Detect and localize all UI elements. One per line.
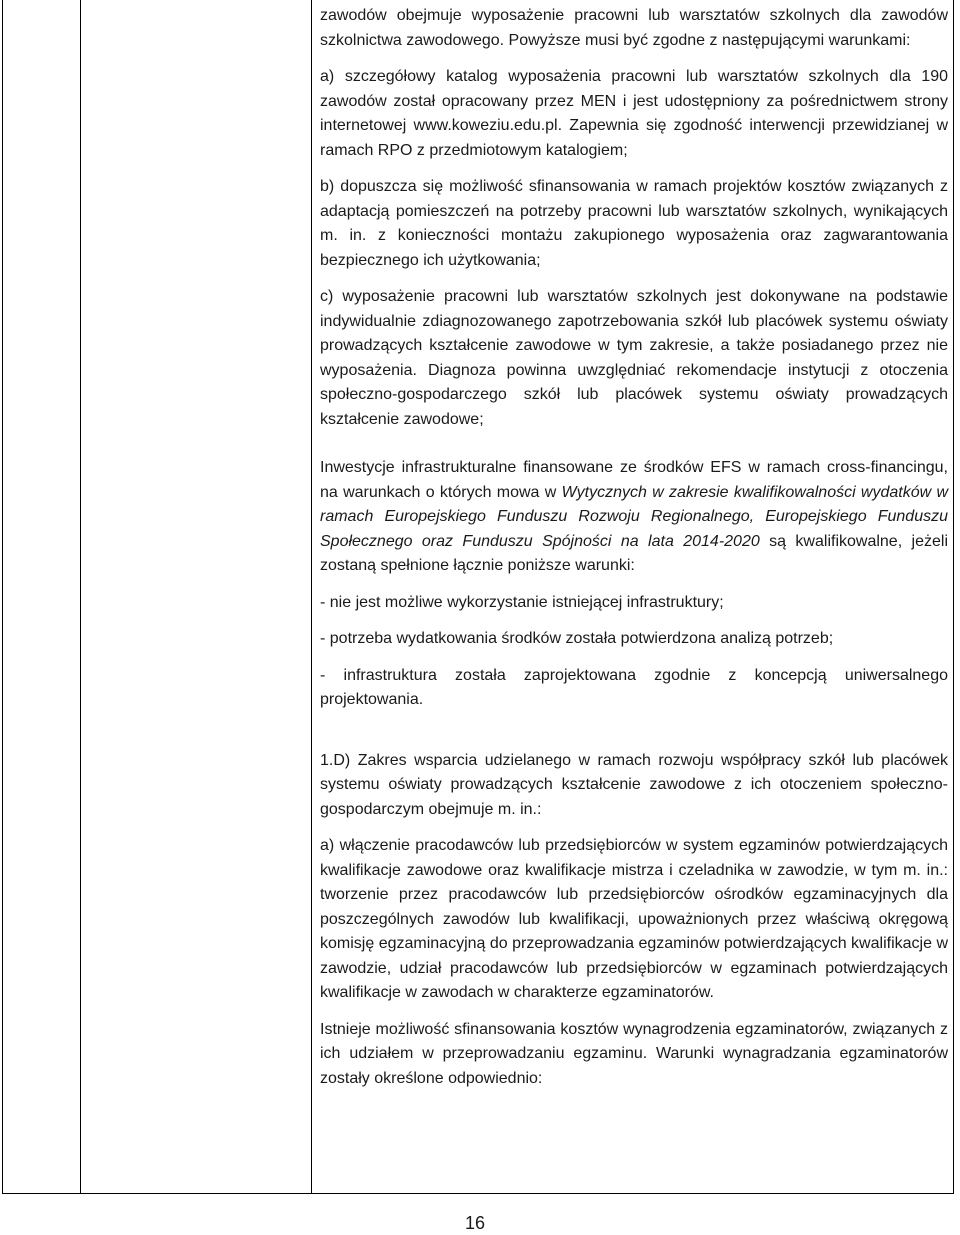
paragraph-condition-a: a) szczegółowy katalog wyposażenia pracowni lub warsztatów szkolnych dla 190 zawodów został opracowany przez MEN i jest udostępniony za pośrednictwem strony internetowej www.koweziu.edu.pl. Zapewnia się zgodność interwencji przewidzianej w ramach RPO z przedmiotowym katalogiem; — [320, 68, 948, 159]
paragraph-examiner-remuneration: Istnieje możliwość sfinansowania kosztów wynagrodzenia egzaminatorów, związanych z ich udziałem w przeprowadzaniu egzaminu. Warunki wynagradzania egzaminatorów zostały określone odpowiednio: — [320, 1020, 948, 1087]
table-column-number — [3, 0, 81, 1193]
guidelines-title: Wytycznych w zakresie kwalifikowalności wydatków w ramach Europejskiego Funduszu Rozwoju Regionalnego, Europejskiego Funduszu Społecznego oraz Funduszu Spójności na lata 2014-2020 — [320, 483, 949, 550]
efs-text-end: są kwalifikowalne, jeżeli zostaną spełnione łącznie poniższe warunki: — [320, 532, 949, 574]
table-column-criterion — [81, 0, 312, 1193]
section-heading-1d: 1.D) Zakres wsparcia udzielanego w ramach rozwoju współpracy szkół lub placówek systemu oświaty prowadzących kształcenie zawodowe z ich otoczeniem społeczno-gospodarczym obejmuje m. in.: — [320, 751, 948, 818]
list-item-condition-3: - infrastruktura została zaprojektowana zgodnie z koncepcją uniwersalnego projektowania. — [320, 666, 948, 708]
paragraph-condition-c: c) wyposażenie pracowni lub warsztatów szkolnych jest dokonywane na podstawie indywidualnie zdiagnozowanego zapotrzebowania szkół lub placówek systemu oświaty prowadzących kształcenie zawodowe w tym zakresie, a także posiadanego przez nie wyposażenia. Diagnoza powinna uwzględniać rekomendacje instytucji z otoczenia społeczno-gospodarczego szkół lub placówek systemu oświaty prowadzących kształcenie zawodowe; — [320, 288, 948, 428]
paragraph-intro: zawodów obejmuje wyposażenie pracowni lub warsztatów szkolnych dla zawodów szkolnictwa zawodowego. Powyższe musi być zgodne z następującymi warunkami: — [320, 7, 948, 49]
paragraph-condition-b: b) dopuszcza się możliwość sfinansowania w ramach projektów kosztów związanych z adaptacją pomieszczeń na potrzeby pracowni lub warsztatów szkolnych, wynikających m. in. z konieczności montażu zakupionego wyposażenia oraz zagwarantowania bezpiecznego ich użytkowania; — [320, 178, 948, 269]
table-cell-content — [320, 4, 948, 1091]
list-item-condition-2: - potrzeba wydatkowania środków została potwierdzona analizą potrzeb; — [320, 630, 834, 647]
efs-text-start: Inwestycje infrastrukturalne finansowane ze środków EFS w ramach cross-financingu, na warunkach o których mowa w — [320, 459, 948, 501]
paragraph-employers-exams: a) włączenie pracodawców lub przedsiębiorców w system egzaminów potwierdzających kwalifikacje zawodowe oraz kwalifikacje mistrza i czeladnika w zawodzie, w tym m. in.: tworzenie przez pracodawców lub przedsiębiorców ośrodków egzaminacyjnych dla poszczególnych zawodów lub kwalifikacji, upoważnionych przez właściwą okręgową komisję egzaminacyjną do przeprowadzania egzaminów potwierdzających kwalifikacje w zawodzie, udział pracodawców lub przedsiębiorców w egzaminach potwierdzających kwalifikacje w zawodach w charakterze egzaminatorów. — [320, 837, 948, 1001]
paragraph-efs-cross-financing — [320, 456, 948, 579]
page-number: 16 — [464, 1213, 486, 1233]
list-item-condition-1: - nie jest możliwe wykorzystanie istniejącej infrastruktury; — [320, 593, 724, 611]
